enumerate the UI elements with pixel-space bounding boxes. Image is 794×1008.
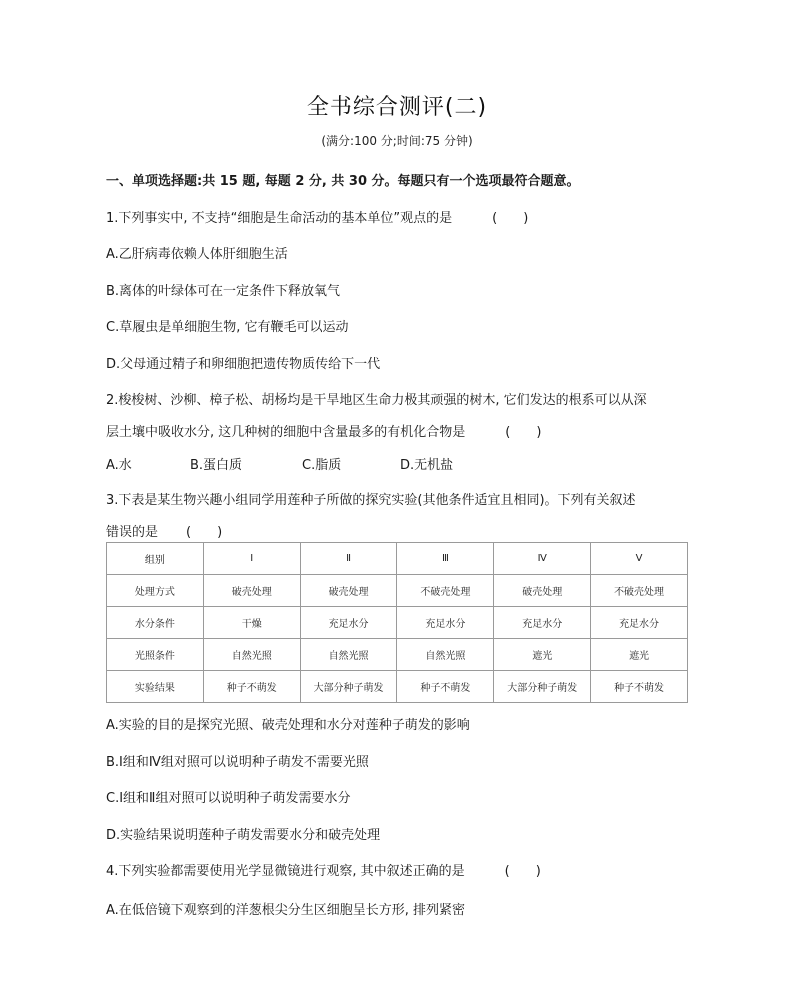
table-cell: 种子不萌发 [397,671,494,703]
table-cell: 遮光 [591,639,688,671]
question-2-option-d: D.无机盐 [400,458,454,473]
table-cell: 处理方式 [107,575,204,607]
table-cell: 自然光照 [397,639,494,671]
table-row [107,671,688,703]
table-cell: 大部分种子萌发 [300,671,397,703]
table-cell: 种子不萌发 [591,671,688,703]
table-cell: 自然光照 [203,639,300,671]
table-row [107,607,688,639]
question-3-option-d: D.实验结果说明莲种子萌发需要水分和破壳处理 [106,828,381,843]
table-cell: 组别 [107,543,204,575]
score-time-info: (满分:100 分;时间:75 分钟) [321,134,473,148]
table-cell: 水分条件 [107,607,204,639]
table-cell: 充足水分 [300,607,397,639]
answer-bracket: ( ) [504,864,541,879]
question-2-option-a: A.水 [106,458,132,473]
table-cell: 充足水分 [591,607,688,639]
question-1-option-b: B.离体的叶绿体可在一定条件下释放氧气 [106,284,341,299]
table-cell: Ⅰ [203,543,300,575]
question-text: 层土壤中吸收水分, 这几种树的细胞中含量最多的有机化合物是 [106,425,466,440]
question-3-option-a: A.实验的目的是探究光照、破壳处理和水分对莲种子萌发的影响 [106,718,470,733]
question-3-stem-line2 [106,521,222,540]
table-cell: 遮光 [494,639,591,671]
table-cell: 破壳处理 [300,575,397,607]
table-cell: 种子不萌发 [203,671,300,703]
table-cell: 实验结果 [107,671,204,703]
page-title: 全书综合测评(二) [306,95,488,120]
table-row [107,639,688,671]
table-cell: 光照条件 [107,639,204,671]
question-text: 1.下列事实中, 不支持“细胞是生命活动的基本单位”观点的是 [106,211,453,226]
answer-bracket: ( ) [505,425,542,440]
table-cell: 自然光照 [300,639,397,671]
table-cell: 干燥 [203,607,300,639]
table-cell: 破壳处理 [203,575,300,607]
question-1-option-a: A.乙肝病毒依赖人体肝细胞生活 [106,247,288,262]
question-3-stem-line1: 3.下表是某生物兴趣小组同学用莲种子所做的探究实验(其他条件适宜且相同)。下列有关叙述 [106,493,636,508]
table-cell: Ⅳ [494,543,591,575]
experiment-table [106,542,688,703]
question-2-option-c: C.脂质 [302,458,342,473]
question-2-stem-line2 [106,421,541,440]
question-2-option-b: B.蛋白质 [190,458,243,473]
table-cell: 充足水分 [494,607,591,639]
table-row [107,575,688,607]
question-4-option-a: A.在低倍镜下观察到的洋葱根尖分生区细胞呈长方形, 排列紧密 [106,903,466,918]
question-4-stem [106,860,541,879]
question-text: 4.下列实验都需要使用光学显微镜进行观察, 其中叙述正确的是 [106,864,465,879]
table-cell: 不破壳处理 [397,575,494,607]
question-2-stem-line1: 2.梭梭树、沙柳、樟子松、胡杨均是干旱地区生命力极其顽强的树木, 它们发达的根系可以从深 [106,393,647,408]
question-1-stem [106,207,528,226]
question-1-option-d: D.父母通过精子和卵细胞把遗传物质传给下一代 [106,357,381,372]
question-2-options [106,454,453,473]
table-cell: Ⅴ [591,543,688,575]
question-text: 错误的是 [106,525,159,540]
table-cell: 充足水分 [397,607,494,639]
question-1-option-c: C.草履虫是单细胞生物, 它有鞭毛可以运动 [106,320,349,335]
table-cell: Ⅱ [300,543,397,575]
answer-bracket: ( ) [186,525,223,540]
section-heading: 一、单项选择题:共 15 题, 每题 2 分, 共 30 分。每题只有一个选项最符合题意。 [106,174,580,189]
table-cell: Ⅲ [397,543,494,575]
question-3-option-b: B.Ⅰ组和Ⅳ组对照可以说明种子萌发不需要光照 [106,755,369,770]
table-row [107,543,688,575]
question-3-option-c: C.Ⅰ组和Ⅱ组对照可以说明种子萌发需要水分 [106,791,351,806]
table-cell: 不破壳处理 [591,575,688,607]
table-cell: 破壳处理 [494,575,591,607]
table-cell: 大部分种子萌发 [494,671,591,703]
answer-bracket: ( ) [492,211,529,226]
